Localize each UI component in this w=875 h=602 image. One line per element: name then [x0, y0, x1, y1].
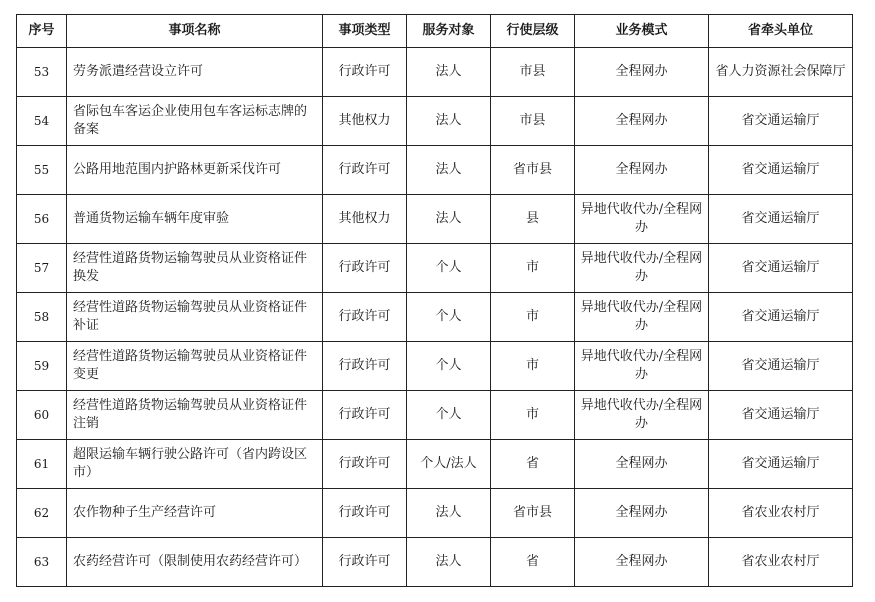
cell-mode: 异地代收代办/全程网办 [575, 391, 709, 440]
cell-seq: 61 [17, 440, 67, 489]
table-row [17, 342, 853, 391]
cell-target: 法人 [407, 195, 491, 244]
cell-mode: 异地代收代办/全程网办 [575, 195, 709, 244]
table-body [17, 48, 853, 587]
cell-level: 市县 [491, 97, 575, 146]
cell-target: 法人 [407, 97, 491, 146]
table-row [17, 440, 853, 489]
cell-seq: 59 [17, 342, 67, 391]
cell-level: 市 [491, 244, 575, 293]
table-row [17, 391, 853, 440]
cell-mode: 异地代收代办/全程网办 [575, 244, 709, 293]
cell-type: 行政许可 [323, 440, 407, 489]
cell-seq: 60 [17, 391, 67, 440]
cell-lead: 省人力资源社会保障厅 [709, 48, 853, 97]
cell-name: 劳务派遣经营设立许可 [67, 48, 323, 97]
cell-level: 市县 [491, 48, 575, 97]
cell-lead: 省交通运输厅 [709, 244, 853, 293]
cell-lead: 省交通运输厅 [709, 97, 853, 146]
table-row [17, 146, 853, 195]
header-type: 事项类型 [323, 15, 407, 48]
cell-level: 市 [491, 391, 575, 440]
cell-type: 其他权力 [323, 195, 407, 244]
cell-name: 农作物种子生产经营许可 [67, 489, 323, 538]
cell-type: 行政许可 [323, 489, 407, 538]
cell-target: 个人 [407, 293, 491, 342]
cell-lead: 省交通运输厅 [709, 342, 853, 391]
table-row [17, 195, 853, 244]
cell-target: 法人 [407, 489, 491, 538]
header-target: 服务对象 [407, 15, 491, 48]
cell-name: 省际包车客运企业使用包车客运标志牌的备案 [67, 97, 323, 146]
cell-lead: 省交通运输厅 [709, 195, 853, 244]
cell-type: 行政许可 [323, 244, 407, 293]
cell-mode: 全程网办 [575, 440, 709, 489]
cell-seq: 58 [17, 293, 67, 342]
header-seq: 序号 [17, 15, 67, 48]
cell-type: 行政许可 [323, 146, 407, 195]
cell-target: 个人 [407, 342, 491, 391]
table-row [17, 293, 853, 342]
cell-level: 省 [491, 538, 575, 587]
cell-seq: 54 [17, 97, 67, 146]
cell-name: 经营性道路货物运输驾驶员从业资格证件补证 [67, 293, 323, 342]
cell-level: 市 [491, 293, 575, 342]
cell-type: 行政许可 [323, 538, 407, 587]
table-header [17, 15, 853, 48]
table-row [17, 97, 853, 146]
cell-name: 超限运输车辆行驶公路许可（省内跨设区市） [67, 440, 323, 489]
cell-seq: 57 [17, 244, 67, 293]
cell-target: 个人/法人 [407, 440, 491, 489]
header-level: 行使层级 [491, 15, 575, 48]
table-row [17, 489, 853, 538]
cell-lead: 省农业农村厅 [709, 489, 853, 538]
cell-seq: 62 [17, 489, 67, 538]
cell-target: 个人 [407, 391, 491, 440]
cell-level: 县 [491, 195, 575, 244]
table-row [17, 48, 853, 97]
cell-level: 省市县 [491, 146, 575, 195]
table-row [17, 538, 853, 587]
cell-type: 行政许可 [323, 391, 407, 440]
cell-name: 公路用地范围内护路林更新采伐许可 [67, 146, 323, 195]
cell-level: 市 [491, 342, 575, 391]
cell-level: 省 [491, 440, 575, 489]
cell-mode: 全程网办 [575, 489, 709, 538]
cell-lead: 省交通运输厅 [709, 293, 853, 342]
cell-mode: 全程网办 [575, 146, 709, 195]
cell-target: 法人 [407, 538, 491, 587]
cell-type: 行政许可 [323, 293, 407, 342]
cell-seq: 63 [17, 538, 67, 587]
cell-seq: 56 [17, 195, 67, 244]
cell-target: 法人 [407, 146, 491, 195]
cell-name: 经营性道路货物运输驾驶员从业资格证件换发 [67, 244, 323, 293]
cell-lead: 省交通运输厅 [709, 146, 853, 195]
table-row [17, 244, 853, 293]
cell-seq: 53 [17, 48, 67, 97]
cell-seq: 55 [17, 146, 67, 195]
header-name: 事项名称 [67, 15, 323, 48]
header-row [17, 15, 853, 48]
cell-level: 省市县 [491, 489, 575, 538]
cell-name: 普通货物运输车辆年度审验 [67, 195, 323, 244]
cell-mode: 全程网办 [575, 97, 709, 146]
matters-table [16, 14, 853, 587]
cell-name: 经营性道路货物运输驾驶员从业资格证件变更 [67, 342, 323, 391]
cell-lead: 省交通运输厅 [709, 440, 853, 489]
cell-mode: 全程网办 [575, 48, 709, 97]
cell-type: 其他权力 [323, 97, 407, 146]
cell-mode: 全程网办 [575, 538, 709, 587]
header-mode: 业务模式 [575, 15, 709, 48]
cell-target: 法人 [407, 48, 491, 97]
cell-type: 行政许可 [323, 48, 407, 97]
cell-mode: 异地代收代办/全程网办 [575, 293, 709, 342]
cell-target: 个人 [407, 244, 491, 293]
cell-mode: 异地代收代办/全程网办 [575, 342, 709, 391]
cell-lead: 省农业农村厅 [709, 538, 853, 587]
cell-name: 经营性道路货物运输驾驶员从业资格证件注销 [67, 391, 323, 440]
cell-lead: 省交通运输厅 [709, 391, 853, 440]
header-lead: 省牵头单位 [709, 15, 853, 48]
cell-name: 农药经营许可（限制使用农药经营许可） [67, 538, 323, 587]
cell-type: 行政许可 [323, 342, 407, 391]
